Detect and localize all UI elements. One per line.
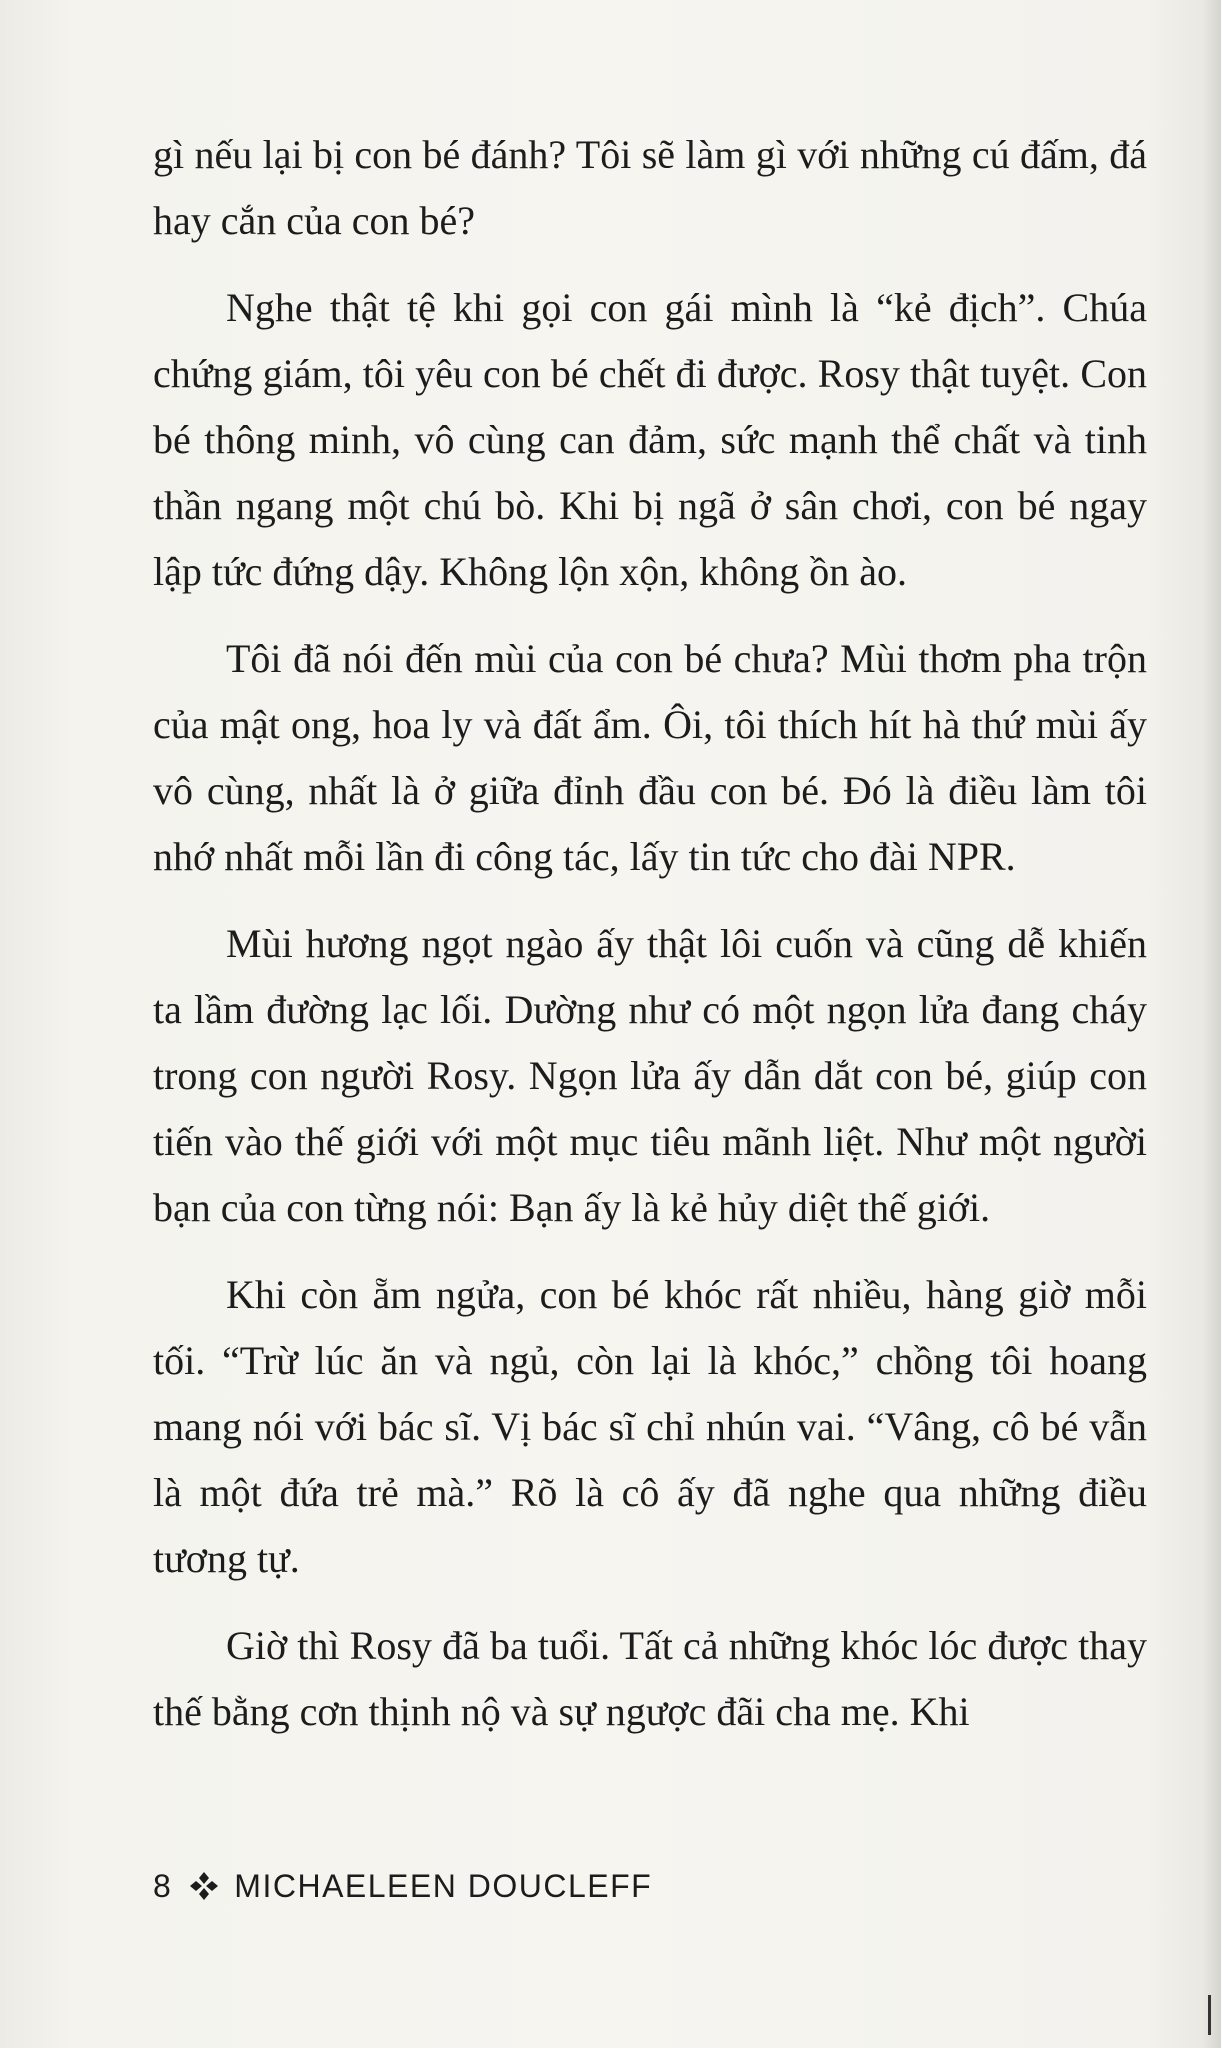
page-number: 8 <box>153 1867 173 1904</box>
running-footer-author: MICHAELEEN DOUCLEFF <box>234 1867 653 1904</box>
paragraph: Giờ thì Rosy đã ba tuổi. Tất cả những khóc lóc được thay thế bằng cơn thịnh nộ và sự ngược đãi cha mẹ. Khi <box>153 1623 1147 1734</box>
paragraph: Nghe thật tệ khi gọi con gái mình là “kẻ địch”. Chúa chứng giám, tôi yêu con bé chết đi được. Rosy thật tuyệt. Con bé thông minh, vô cùng can đảm, sức mạnh thể chất và tinh thần ngang một chú bò. Khi bị ngã ở sân chơi, con bé ngay lập tức đứng dậy. Không lộn xộn, không ồn ào. <box>153 285 1147 594</box>
page-body <box>153 122 1147 1766</box>
paragraph: gì nếu lại bị con bé đánh? Tôi sẽ làm gì với những cú đấm, đá hay cắn của con bé? <box>153 132 1147 243</box>
page-edge-shadow <box>1203 0 1221 2048</box>
four-diamond-ornament-icon <box>188 1870 220 1902</box>
page-edge-mark <box>1208 1995 1211 2035</box>
page-footer <box>153 1866 652 1906</box>
paragraph: Tôi đã nói đến mùi của con bé chưa? Mùi thơm pha trộn của mật ong, hoa ly và đất ẩm. Ôi, tôi thích hít hà thứ mùi ấy vô cùng, nhất là ở giữa đỉnh đầu con bé. Đó là điều làm tôi nhớ nhất mỗi lần đi công tác, lấy tin tức cho đài NPR. <box>153 636 1147 879</box>
paragraph: Khi còn ẵm ngửa, con bé khóc rất nhiều, hàng giờ mỗi tối. “Trừ lúc ăn và ngủ, còn lại là khóc,” chồng tôi hoang mang nói với bác sĩ. Vị bác sĩ chỉ nhún vai. “Vâng, cô bé vẫn là một đứa trẻ mà.” Rõ là cô ấy đã nghe qua những điều tương tự. <box>153 1272 1147 1581</box>
paragraph: Mùi hương ngọt ngào ấy thật lôi cuốn và cũng dễ khiến ta lầm đường lạc lối. Dường như có một ngọn lửa đang cháy trong con người Rosy. Ngọn lửa ấy dẫn dắt con bé, giúp con tiến vào thế giới với một mục tiêu mãnh liệt. Như một người bạn của con từng nói: Bạn ấy là kẻ hủy diệt thế giới. <box>153 921 1147 1230</box>
